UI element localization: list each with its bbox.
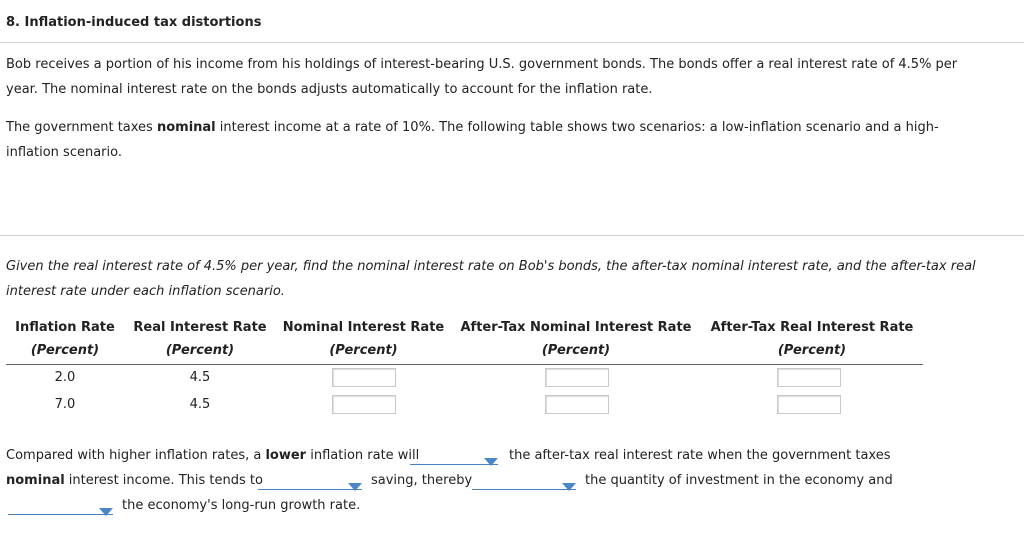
cell-real-interest-rate: 4.5 <box>189 397 211 412</box>
instruction <box>6 254 1006 304</box>
input-after-tax-nominal-row1[interactable] <box>545 368 609 387</box>
question-line-1 <box>0 448 1024 473</box>
paragraph-bonds-line-1: Bob receives a portion of his income from his holdings of interest-bearing U.S. government bonds. The bonds offer a real interest rate of 4.5% per <box>6 57 958 72</box>
header-after-tax-nominal: After-Tax Nominal Interest Rate <box>460 320 692 335</box>
dropdown-growth-effect[interactable] <box>8 505 113 515</box>
cell-inflation-rate: 2.0 <box>54 370 76 385</box>
header-inflation-rate: Inflation Rate <box>15 320 115 335</box>
header-real-interest-rate: Real Interest Rate <box>133 320 267 335</box>
paragraph-tax-line-2: inflation scenario. <box>6 145 122 160</box>
question-bold-nominal: nominal <box>6 473 65 488</box>
dropdown-saving-effect[interactable] <box>258 480 362 490</box>
input-nominal-rate-row2[interactable] <box>332 395 396 414</box>
paragraph-tax-text-2: interest income at a rate of 10%. The following table shows two scenarios: a low-inflation scenario and a high- <box>215 120 939 135</box>
subheader-after-tax-nominal: (Percent) <box>541 343 611 358</box>
cell-real-interest-rate: 4.5 <box>189 370 211 385</box>
question-line-2 <box>0 473 1024 498</box>
subheader-nominal-interest-rate: (Percent) <box>329 343 398 358</box>
dropdown-after-tax-real-effect[interactable] <box>410 455 498 465</box>
instruction-line-1: Given the real interest rate of 4.5% per year, find the nominal interest rate on Bob's bonds, the after-tax nominal interest rate, and the after-tax real <box>6 259 976 274</box>
subheader-inflation-rate: (Percent) <box>30 343 100 358</box>
question-text-pre: Compared with higher inflation rates, a <box>6 448 266 463</box>
question-title: 8. Inflation-induced tax distortions <box>6 15 262 30</box>
title-divider <box>0 42 1024 43</box>
paragraph-bonds <box>6 52 1006 102</box>
header-nominal-interest-rate: Nominal Interest Rate <box>282 320 445 335</box>
question-line-3 <box>0 498 1024 523</box>
dropdown-investment-effect[interactable] <box>472 480 576 490</box>
input-after-tax-real-row2[interactable] <box>777 395 841 414</box>
chevron-down-icon <box>484 458 498 466</box>
cell-inflation-rate: 7.0 <box>54 397 76 412</box>
question-bold-lower: lower <box>265 448 307 463</box>
question-text <box>6 473 263 488</box>
paragraph-tax-text: The government taxes <box>6 120 157 135</box>
input-after-tax-nominal-row2[interactable] <box>545 395 609 414</box>
question-text-post: the quantity of investment in the economy and <box>585 473 893 488</box>
input-nominal-rate-row1[interactable] <box>332 368 396 387</box>
section-divider <box>0 235 1024 236</box>
question-text-mid: inflation rate will <box>306 448 420 463</box>
question-text-post: the after-tax real interest rate when the government taxes <box>509 448 891 463</box>
question-text-pre: interest income. This tends to <box>64 473 263 488</box>
header-after-tax-real: After-Tax Real Interest Rate <box>710 320 914 335</box>
question-text-post: the economy's long-run growth rate. <box>122 498 361 513</box>
instruction-line-2: interest rate under each inflation scenario. <box>6 284 285 299</box>
input-after-tax-real-row1[interactable] <box>777 368 841 387</box>
subheader-real-interest-rate: (Percent) <box>165 343 235 358</box>
question-text <box>6 448 419 463</box>
chevron-down-icon <box>348 483 362 491</box>
subheader-after-tax-real: (Percent) <box>777 343 847 358</box>
chevron-down-icon <box>562 483 576 491</box>
paragraph-tax-bold: nominal <box>156 120 216 135</box>
paragraph-tax-line-1 <box>6 115 1006 140</box>
table-header-rule <box>6 364 923 365</box>
paragraph-bonds-line-2: year. The nominal interest rate on the bonds adjusts automatically to account for the inflation rate. <box>6 82 653 97</box>
paragraph-tax <box>6 115 1006 165</box>
chevron-down-icon <box>99 508 113 516</box>
question-text-mid: saving, thereby <box>371 473 473 488</box>
